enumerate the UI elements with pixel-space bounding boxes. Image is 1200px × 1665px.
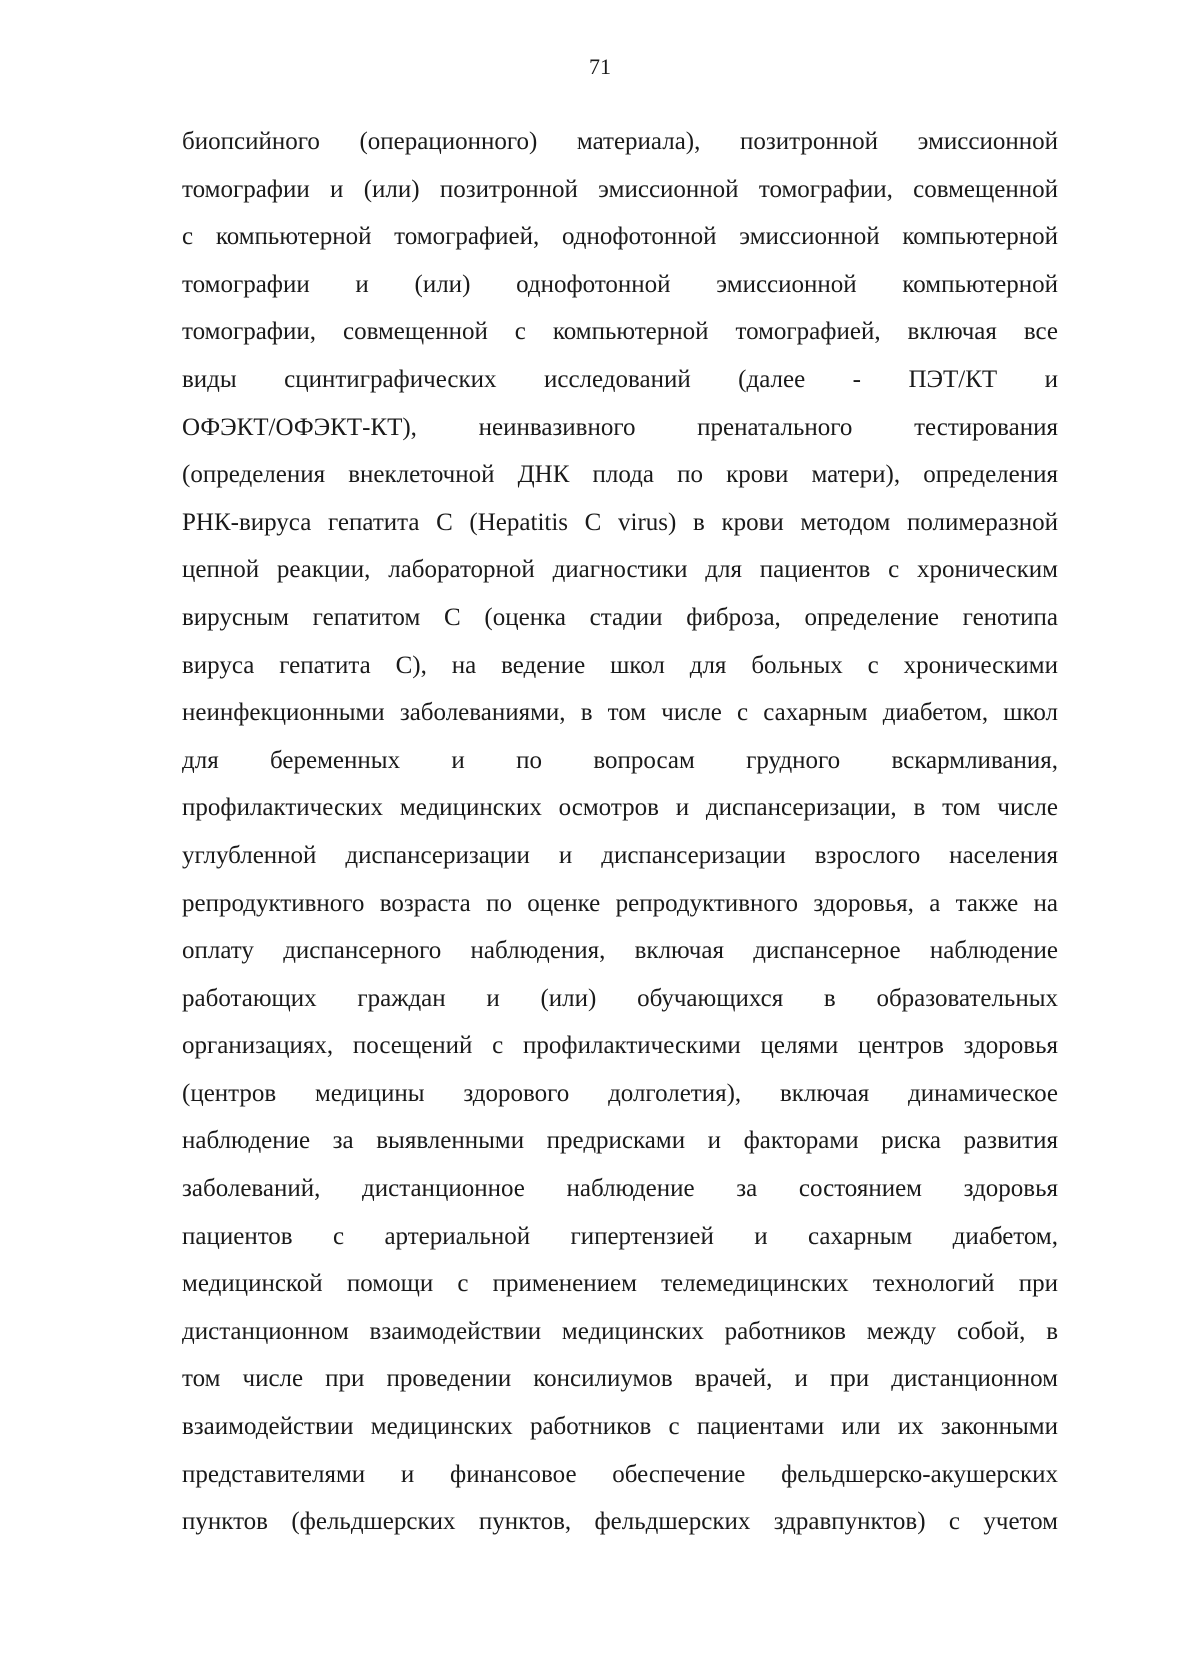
text-line: томографии, совмещенной с компьютерной томографией, включая все xyxy=(182,318,1058,346)
text-line: вируса гепатита C), на ведение школ для больных с хроническими xyxy=(182,651,1058,679)
text-line: профилактических медицинских осмотров и диспансеризации, в том числе xyxy=(182,794,1058,822)
text-line: неинфекционными заболеваниями, в том числе с сахарным диабетом, школ xyxy=(182,699,1058,727)
text-line: работающих граждан и (или) обучающихся в образовательных xyxy=(182,984,1058,1012)
text-line: с компьютерной томографией, однофотонной эмиссионной компьютерной xyxy=(182,223,1058,251)
text-line: томографии и (или) позитронной эмиссионной томографии, совмещенной xyxy=(182,175,1058,203)
page-number: 71 xyxy=(589,54,611,79)
text-line: вирусным гепатитом C (оценка стадии фиброза, определение генотипа xyxy=(182,603,1058,631)
text-line: углубленной диспансеризации и диспансеризации взрослого населения xyxy=(182,841,1058,869)
text-line: томографии и (или) однофотонной эмиссионной компьютерной xyxy=(182,270,1058,298)
text-line: организациях, посещений с профилактическими целями центров здоровья xyxy=(182,1032,1058,1060)
body-text xyxy=(182,118,1058,1546)
text-line: ОФЭКТ/ОФЭКТ-КТ), неинвазивного пренатального тестирования xyxy=(182,413,1058,441)
text-line: пунктов (фельдшерских пунктов, фельдшерских здравпунктов) с учетом xyxy=(182,1508,1058,1536)
text-line: (центров медицины здорового долголетия), включая динамическое xyxy=(182,1079,1058,1107)
text-line: заболеваний, дистанционное наблюдение за состоянием здоровья xyxy=(182,1175,1058,1203)
text-line: цепной реакции, лабораторной диагностики для пациентов с хроническим xyxy=(182,556,1058,584)
text-line: взаимодействии медицинских работников с пациентами или их законными xyxy=(182,1413,1058,1441)
text-line: том числе при проведении консилиумов врачей, и при дистанционном xyxy=(182,1365,1058,1393)
text-line: представителями и финансовое обеспечение фельдшерско-акушерских xyxy=(182,1460,1058,1488)
text-line: оплату диспансерного наблюдения, включая диспансерное наблюдение xyxy=(182,937,1058,965)
text-line: биопсийного (операционного) материала), позитронной эмиссионной xyxy=(182,128,1058,155)
text-line: (определения внеклеточной ДНК плода по крови матери), определения xyxy=(182,461,1058,489)
text-line: РНК-вируса гепатита C (Hepatitis C virus) в крови методом полимеразной xyxy=(182,508,1058,536)
text-line: виды сцинтиграфических исследований (далее - ПЭТ/КТ и xyxy=(182,365,1058,393)
text-line: репродуктивного возраста по оценке репродуктивного здоровья, а также на xyxy=(182,889,1058,917)
text-line: для беременных и по вопросам грудного вскармливания, xyxy=(182,746,1058,774)
text-line: медицинской помощи с применением телемедицинских технологий при xyxy=(182,1270,1058,1298)
text-line: дистанционном взаимодействии медицинских работников между собой, в xyxy=(182,1317,1058,1345)
text-line: пациентов с артериальной гипертензией и сахарным диабетом, xyxy=(182,1222,1058,1250)
text-line: наблюдение за выявленными предрисками и факторами риска развития xyxy=(182,1127,1058,1155)
